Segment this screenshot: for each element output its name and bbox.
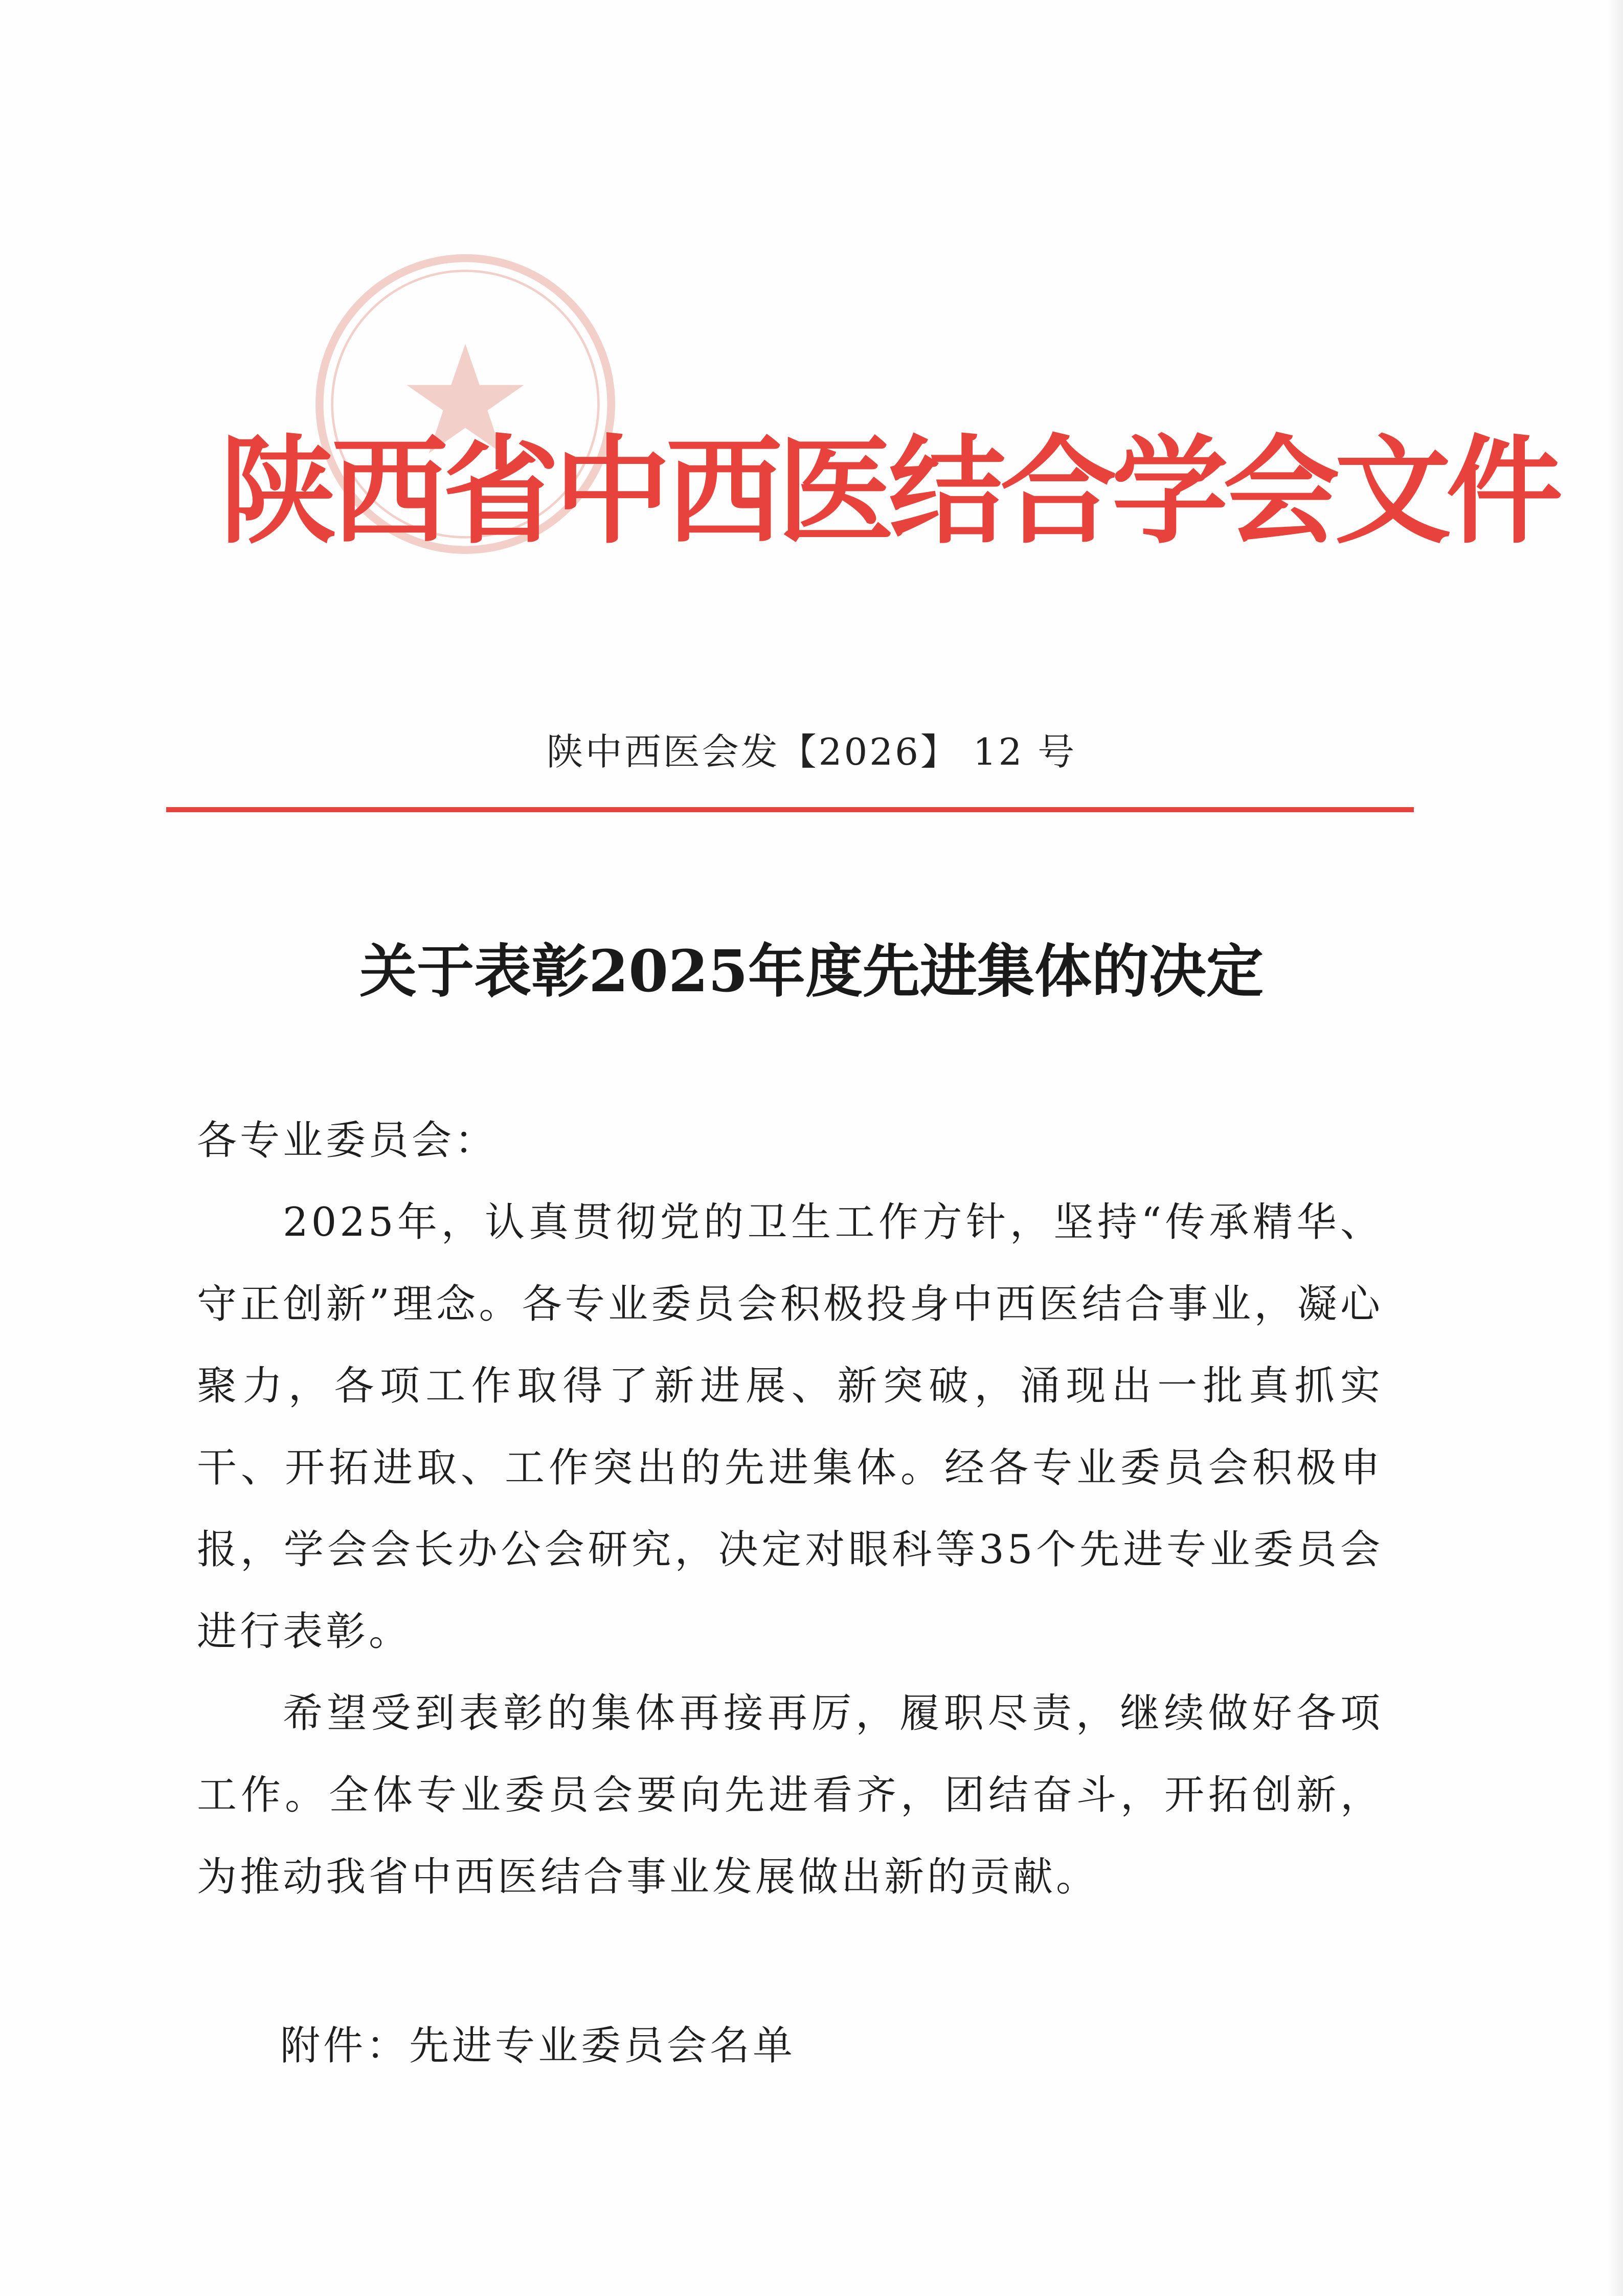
attachment-label: 附件： [280, 2023, 410, 2069]
document-title: 关于表彰2025年度先进集体的决定 [359, 938, 1264, 1005]
attachment-line [280, 2018, 796, 2074]
salutation: 各专业委员会： [197, 1118, 498, 1164]
document-masthead: 陕西省中西医结合学会文件 [220, 422, 1558, 560]
body-paragraph-2: 希望受到表彰的集体再接再厉，履职尽责，继续做好各项工作。全体专业委员会要向先进看齐，团结奋斗，开拓创新，为推动我省中西医结合事业发展做出新的贡献。 [197, 1690, 1383, 1900]
page-edge-shadow [1608, 0, 1623, 2296]
red-divider-line [166, 807, 1414, 812]
body-paragraph-1: 2025年，认真贯彻党的卫生工作方针，坚持“传承精华、守正创新”理念。各专业委员会积极投身中西医结合事业，凝心聚力，各项工作取得了新进展、新突破，涌现出一批真抓实干、开拓进取、工作突出的先进集体。经各专业委员会积极申报，学会会长办公会研究，决定对眼科等35个先进专业委员会进行表彰。 [197, 1199, 1383, 1655]
attachment-text: 先进专业委员会名单 [409, 2023, 796, 2069]
document-number: 陕中西医会发【2026】 12 号 [546, 730, 1077, 773]
